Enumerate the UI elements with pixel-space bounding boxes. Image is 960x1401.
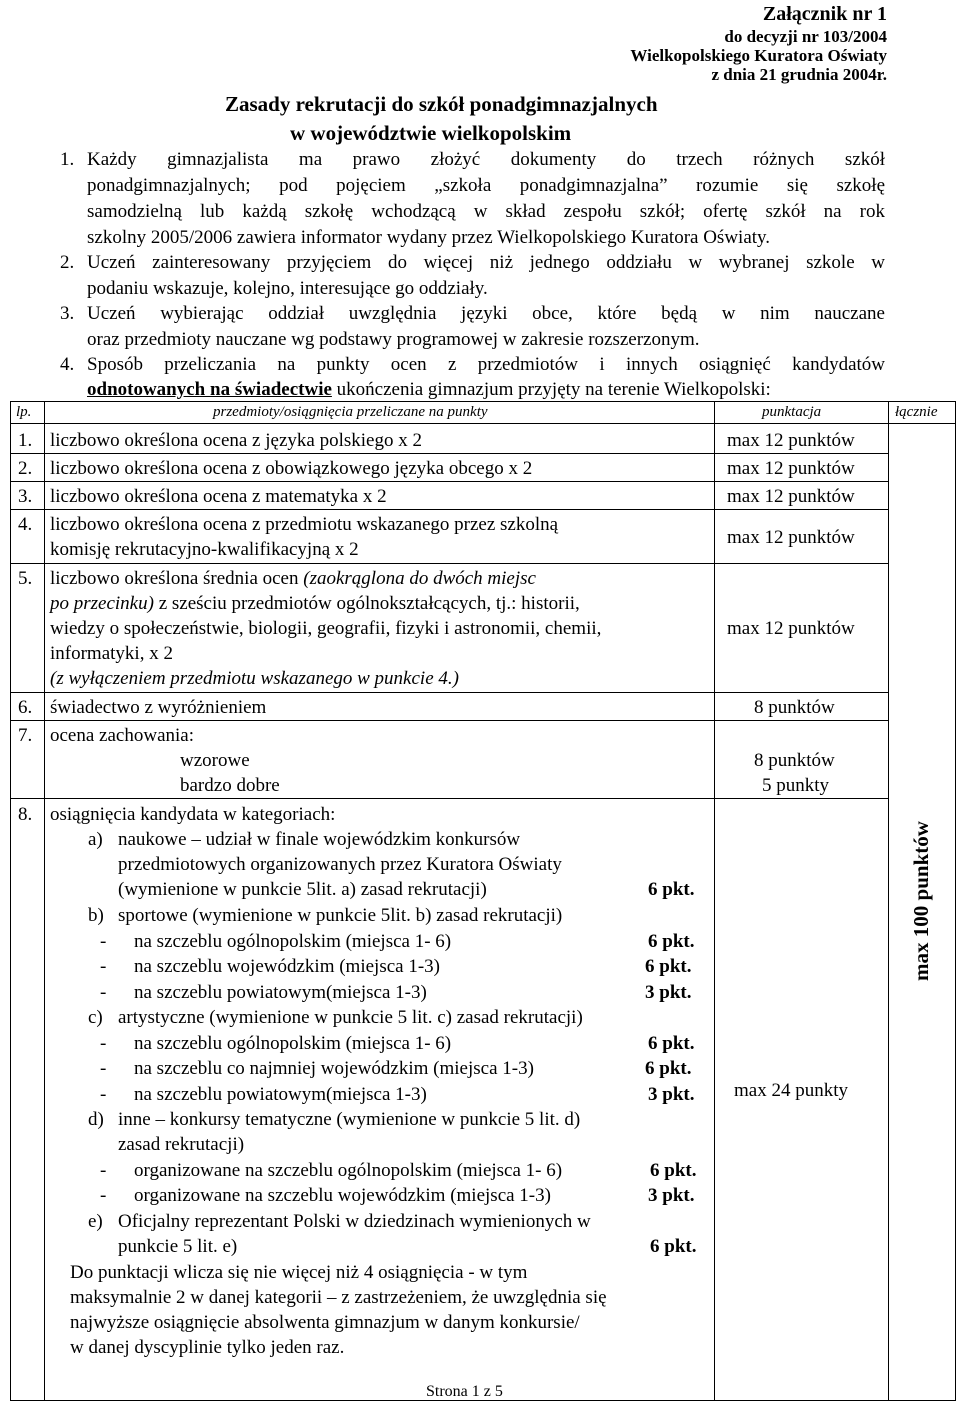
note-line: najwyższe osiągnięcie absolwenta gimnazjum w danym konkursie/ [70, 1312, 580, 1333]
document-subtitle: w województwie wielkopolskim [290, 121, 572, 145]
category-text: (wymienione w punkcie 5lit. a) zasad rekrutacji) [118, 879, 487, 900]
category-label: b) [88, 905, 104, 926]
list-dash: - [100, 1033, 107, 1054]
row-points: 8 punktów [754, 697, 835, 718]
row-number: 4. [18, 514, 33, 535]
row-text: liczbowo określona ocena z obowiązkowego języka obcego x 2 [50, 458, 533, 479]
row-text-italic: po przecinku) [50, 593, 154, 614]
row-points: max 12 punktów [727, 430, 855, 451]
list-dash: - [100, 931, 107, 952]
row-text: wiedzy o społeczeństwie, biologii, geografii, fizyki i astronomii, chemii, [50, 618, 602, 639]
row-text-italic: (zaokrąglona do dwóch miejsc [303, 568, 536, 589]
row-text-part: z sześciu przedmiotów ogólnokształcących, tj.: historii, [153, 593, 580, 614]
list-dash: - [100, 1084, 107, 1105]
paragraph-line: szkolny 2005/2006 zawiera informator wydany przez Wielkopolskiego Kuratora Oświaty. [87, 227, 771, 248]
paragraph-number: 1. [60, 149, 75, 170]
decision-number: do decyzji nr 103/2004 [724, 27, 887, 46]
category-text: Oficjalny reprezentant Polski w dziedzinach wymienionych w [118, 1211, 591, 1232]
row-number: 8. [18, 804, 33, 825]
paragraph-number: 4. [60, 354, 75, 375]
column-header-lp: lp. [16, 404, 32, 420]
paragraph-line: oraz przedmioty nauczane wg podstawy programowej w zakresie rozszerzonym. [87, 329, 700, 350]
paragraph-line: ponadgimnazjalnych; pod pojęciem „szkoła ponadgimnazjalna” rozumie się szkołę [87, 175, 885, 196]
row-text: liczbowo określona ocena z matematyka x 2 [50, 486, 387, 507]
list-item: organizowane na szczeblu ogólnopolskim (miejsca 1- 6) [134, 1160, 563, 1181]
row-text: informatyki, x 2 [50, 643, 173, 664]
paragraph-number: 2. [60, 252, 75, 273]
row-number: 6. [18, 697, 33, 718]
row-points: max 12 punktów [727, 527, 855, 548]
row-points: 8 punktów [754, 750, 835, 771]
paragraph-line: Uczeń zainteresowany przyjęciem do więcej niż jednego oddziału w wybranej szkole w [87, 252, 885, 273]
row-text-italic: (z wyłączeniem przedmiotu wskazanego w punkcie 4.) [50, 668, 459, 689]
row-points: max 24 punkty [734, 1080, 848, 1101]
category-text: przedmiotowych organizowanych przez Kuratora Oświaty [118, 854, 562, 875]
category-text: sportowe (wymienione w punkcie 5lit. b) zasad rekrutacji) [118, 905, 563, 926]
list-item: na szczeblu co najmniej wojewódzkim (miejsca 1-3) [134, 1058, 534, 1079]
row-points: max 12 punktów [727, 486, 855, 507]
category-points: 6 pkt. [645, 956, 692, 977]
page-footer: Strona 1 z 5 [426, 1383, 503, 1400]
row-number: 2. [18, 458, 33, 479]
column-header-subject: przedmioty/osiągnięcia przeliczane na punkty [213, 404, 488, 420]
paragraph-line: Uczeń wybierając oddział uwzględnia języki obce, które będą w nim nauczane [87, 303, 885, 324]
row-number: 3. [18, 486, 33, 507]
category-points: 6 pkt. [648, 879, 695, 900]
paragraph-line: Każdy gimnazjalista ma prawo złożyć dokumenty do trzech różnych szkół [87, 149, 885, 170]
list-item: na szczeblu ogólnopolskim (miejsca 1- 6) [134, 1033, 452, 1054]
category-label: a) [88, 829, 103, 850]
row-text: komisję rekrutacyjno-kwalifikacyjną x 2 [50, 539, 359, 560]
category-points: 6 pkt. [650, 1236, 697, 1257]
underlined-phrase: odnotowanych na świadectwie [87, 379, 332, 400]
document-title: Zasady rekrutacji do szkół ponadgimnazjalnych [225, 92, 658, 116]
paragraph-line-rest: ukończenia gimnazjum przyjęty na terenie Wielkopolski: [331, 379, 771, 400]
category-text: zasad rekrutacji) [118, 1134, 245, 1155]
row-points: 5 punkty [762, 775, 830, 796]
issuer: Wielkopolskiego Kuratora Oświaty [630, 46, 887, 65]
category-points: 3 pkt. [648, 1185, 695, 1206]
row-subitem: wzorowe [180, 750, 250, 771]
note-line: maksymalnie 2 w danej kategorii – z zastrzeżeniem, że uwzględnia się [70, 1287, 607, 1308]
category-points: 3 pkt. [648, 1084, 695, 1105]
row-text: liczbowo określona ocena z przedmiotu wskazanego przez szkolną [50, 514, 559, 535]
row-text: liczbowo określona ocena z języka polskiego x 2 [50, 430, 422, 451]
attachment-title: Załącznik nr 1 [762, 3, 887, 25]
list-item: na szczeblu ogólnopolskim (miejsca 1- 6) [134, 931, 452, 952]
paragraph-line: samodzielną lub każdą szkołę wchodzącą w skład zespołu szkół; ofertę szkół na rok [87, 201, 885, 222]
row-text: osiągnięcia kandydata w kategoriach: [50, 804, 336, 825]
row-number: 5. [18, 568, 33, 589]
category-label: d) [88, 1109, 104, 1130]
category-label: c) [88, 1007, 103, 1028]
category-text: naukowe – udział w finale wojewódzkim konkursów [118, 829, 521, 850]
list-dash: - [100, 956, 107, 977]
list-dash: - [100, 1058, 107, 1079]
category-label: e) [88, 1211, 103, 1232]
paragraph-line: Sposób przeliczania na punkty ocen z przedmiotów i innych osiągnięć kandydatów [87, 354, 885, 375]
note-line: Do punktacji wlicza się nie więcej niż 4 osiągnięcia - w tym [70, 1262, 528, 1283]
list-dash: - [100, 982, 107, 1003]
paragraph-number: 3. [60, 303, 75, 324]
row-number: 1. [18, 430, 33, 451]
row-points: max 12 punktów [727, 458, 855, 479]
row-text: ocena zachowania: [50, 725, 194, 746]
column-header-total: łącznie [895, 404, 938, 420]
row-text [50, 569, 536, 588]
row-text-part: liczbowo określona średnia ocen [50, 568, 304, 589]
list-dash: - [100, 1160, 107, 1181]
row-number: 7. [18, 725, 33, 746]
category-points: 6 pkt. [648, 1033, 695, 1054]
total-points-vertical: max 100 punktów [909, 821, 933, 981]
list-item: na szczeblu powiatowym(miejsca 1-3) [134, 982, 427, 1003]
category-text: inne – konkursy tematyczne (wymienione w punkcie 5 lit. d) [118, 1109, 581, 1130]
list-item: organizowane na szczeblu wojewódzkim (miejsca 1-3) [134, 1185, 551, 1206]
category-points: 6 pkt. [648, 931, 695, 952]
category-text: punkcie 5 lit. e) [118, 1236, 238, 1257]
category-points: 3 pkt. [645, 982, 692, 1003]
row-points: max 12 punktów [727, 618, 855, 639]
category-points: 6 pkt. [650, 1160, 697, 1181]
category-text: artystyczne (wymienione w punkcie 5 lit. c) zasad rekrutacji) [118, 1007, 583, 1028]
column-header-points: punktacja [762, 404, 822, 420]
paragraph-line: podaniu wskazuje, kolejno, interesujące go oddziały. [87, 278, 488, 299]
row-text: świadectwo z wyróżnieniem [50, 697, 267, 718]
list-dash: - [100, 1185, 107, 1206]
row-text [50, 594, 580, 613]
list-item: na szczeblu powiatowym(miejsca 1-3) [134, 1084, 427, 1105]
list-item: na szczeblu wojewódzkim (miejsca 1-3) [134, 956, 440, 977]
note-line: w danej dyscyplinie tylko jeden raz. [70, 1337, 345, 1358]
category-points: 6 pkt. [645, 1058, 692, 1079]
paragraph-line [87, 380, 771, 399]
decision-date: z dnia 21 grudnia 2004r. [711, 65, 887, 84]
row-subitem: bardzo dobre [180, 775, 280, 796]
